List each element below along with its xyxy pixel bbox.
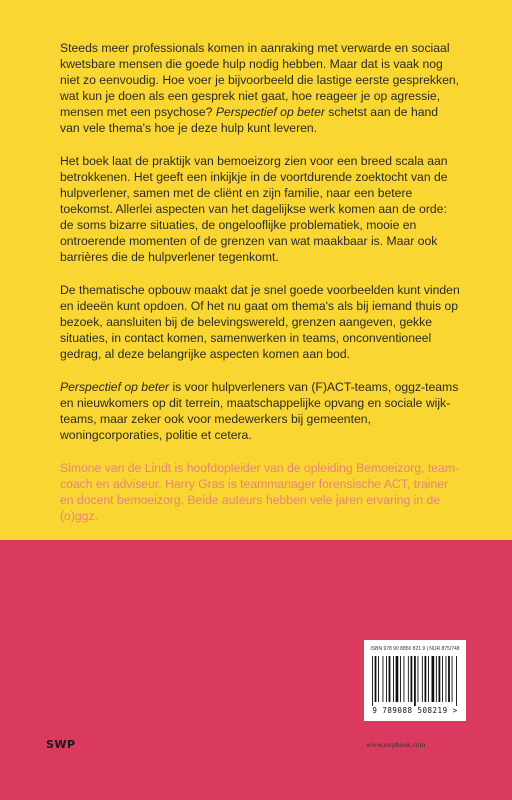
barcode-bar bbox=[411, 656, 413, 702]
barcode-bar bbox=[404, 656, 405, 702]
barcode-bar bbox=[428, 656, 429, 702]
publisher-logo: SWP bbox=[46, 738, 76, 751]
barcode-bar bbox=[378, 656, 379, 702]
blurb-paragraph-2: Het boek laat de praktijk van bemoeizorg zien voor een breed scala aan betrokkenen. Het geeft een inkijkje in de voortdurende zoektocht van de hulpverlener, samen met de cliënt en zijn familie, naar een betere toekomst. Allerlei aspecten van het dagelijkse werk komen aan de orde: de soms bizarre situaties, de ongelooflijke problematiek, mooie en ontroerende momenten of de grenzen van wat maakbaar is. Maar ook barrières die de hulpverlener tegenkomt. bbox=[60, 154, 448, 264]
barcode-bar bbox=[386, 656, 387, 702]
barcode-bar bbox=[446, 656, 447, 702]
barcode-bar bbox=[439, 656, 441, 702]
barcode-bar bbox=[372, 656, 373, 706]
book-title-inline: Perspectief op beter bbox=[60, 380, 170, 394]
paragraph-1-text-a: Steeds meer professionals komen in aanraking met verwarde en sociaal kwetsbare mensen die goede hulp nodig hebben. Maar dat is vaak nog niet zo eenvoudig. Hoe voer je bijvoorbeeld die lastige eerste gesprekken, wat kun je doen als een gesprek niet gaat, hoe reageer je op agressie, mensen met een psychose? bbox=[60, 41, 460, 119]
paragraph-1-text-b: schetst aan de hand van vele thema's hoe je deze hulp kunt leveren. bbox=[60, 105, 439, 135]
barcode-bar bbox=[452, 656, 453, 702]
barcode-bar bbox=[396, 656, 399, 702]
barcode-bar bbox=[383, 656, 384, 702]
barcode-bar bbox=[448, 656, 450, 702]
barcode-bar bbox=[400, 656, 401, 702]
barcode-bar bbox=[432, 656, 435, 702]
blurb-paragraph-1 bbox=[60, 40, 460, 136]
barcode-bar bbox=[422, 656, 423, 702]
barcode-bar bbox=[393, 656, 394, 702]
isbn-label: ISBN 978 90 8850 821 9 | NUR 875/748 bbox=[370, 646, 460, 652]
barcode-bar bbox=[418, 656, 419, 702]
barcode-bar bbox=[414, 656, 416, 706]
barcode-bar bbox=[408, 656, 409, 702]
blurb-text bbox=[60, 40, 460, 541]
blurb-paragraph-4 bbox=[60, 379, 460, 443]
book-title-inline: Perspectief op beter bbox=[215, 105, 325, 119]
barcode-bar bbox=[442, 656, 443, 702]
barcode-bar bbox=[389, 656, 391, 702]
barcode-bar bbox=[456, 656, 457, 706]
author-bio: Simone van de Lindt is hoofdopleider van de opleiding Bemoeizorg, team-coach en adviseur. Harry Gras is teammanager forensische ACT, trainer en docent bemoeizorg. Beide auteurs hebben vele jaren ervaring in de (o)ggz. bbox=[60, 461, 460, 523]
barcode-image bbox=[370, 656, 460, 706]
barcode-bar bbox=[436, 656, 437, 702]
paragraph-4-text: is voor hulpverleners van (F)ACT-teams, oggz-teams en nieuwkomers op dit terrein, maatschappelijke opvang en sociale wijk-teams, maar zeker ook voor medewerkers bij gemeenten, woningcorporaties, politie et cetera. bbox=[60, 380, 459, 442]
barcode-bar bbox=[425, 656, 427, 702]
barcode-bar bbox=[375, 656, 377, 702]
barcode-panel bbox=[364, 640, 466, 721]
publisher-website: www.swpbook.com bbox=[366, 740, 426, 749]
barcode-digits: 9 789088 508219 > bbox=[372, 706, 458, 715]
blurb-paragraph-3: De thematische opbouw maakt dat je snel goede voorbeelden kunt vinden en ideeën kunt opdoen. Of het nu gaat om thema's als bij iemand thuis op bezoek, aansluiten bij de belevingswereld, grenzen aangeven, gekke situaties, in contact komen, samenwerken in teams, onconventioneel gedrag, al deze belangrijke aspecten komen aan bod. bbox=[60, 283, 460, 361]
